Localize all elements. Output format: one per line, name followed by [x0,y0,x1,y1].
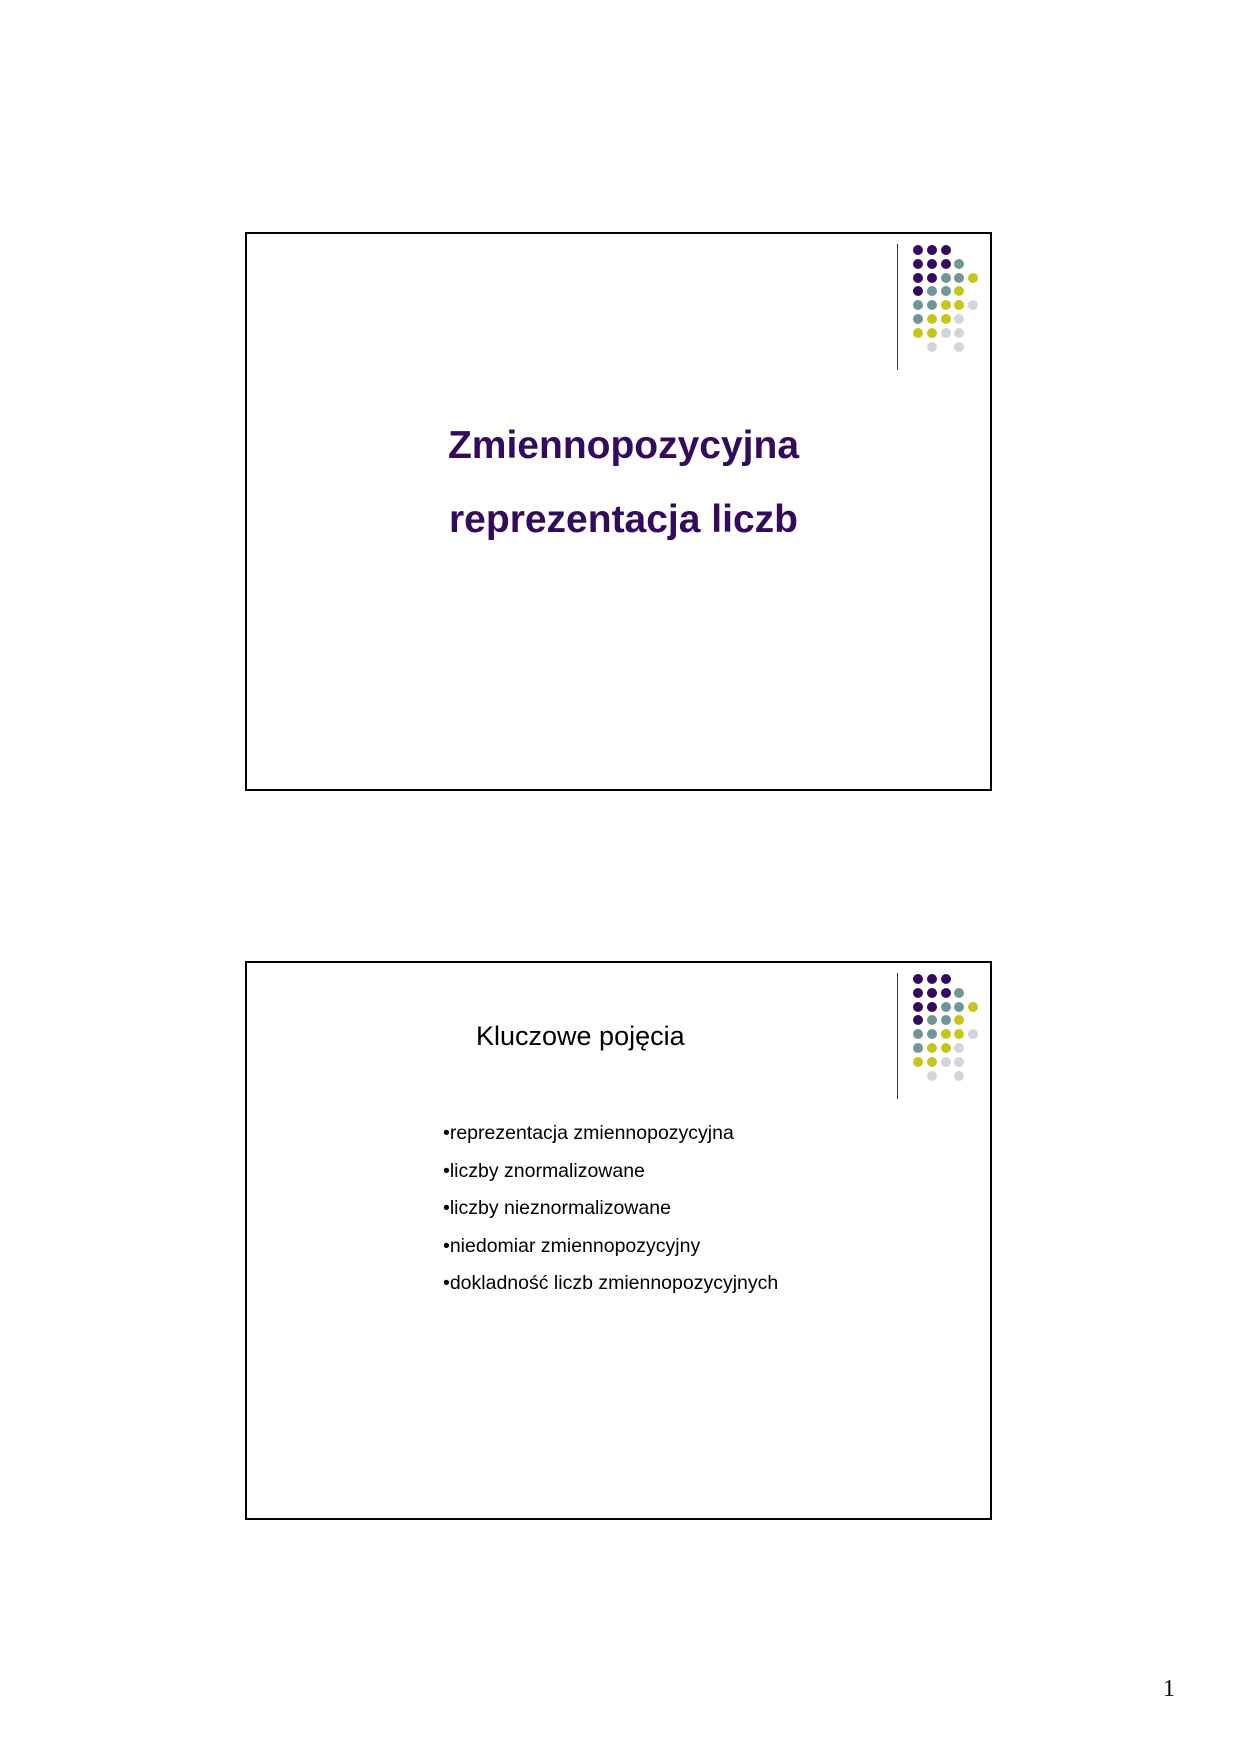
slide-2 [245,961,992,1520]
bullet-item: • reprezentacja zmiennopozycyjna [443,1115,778,1153]
decorative-dot [954,1002,964,1012]
bullet-item: • dokladność liczb zmiennopozycyjnych [443,1265,778,1303]
decorative-dot [927,1043,937,1053]
decorative-dot [941,974,951,984]
decorative-divider [897,244,898,370]
decorative-dot [968,1029,978,1039]
decorative-dot [954,300,964,310]
decorative-divider [897,973,898,1099]
decorative-dot [954,328,964,338]
decorative-dot [941,300,951,310]
title-line-2: reprezentacja liczb [449,498,798,541]
decorative-dot [941,286,951,296]
decorative-dot [927,259,937,269]
decorative-dot [927,988,937,998]
decorative-dot [954,1015,964,1025]
decorative-dot [913,273,923,283]
bullet-item: • liczby nieznormalizowane [443,1190,778,1228]
decorative-dot [941,1029,951,1039]
decorative-dot [927,1002,937,1012]
decorative-dot [927,1029,937,1039]
decorative-dot [941,259,951,269]
decorative-dot [913,1002,923,1012]
decorative-dot [941,328,951,338]
decorative-dot [941,1057,951,1067]
decorative-dot [954,988,964,998]
decorative-dot [913,1043,923,1053]
decorative-dot [927,342,937,352]
decorative-dot [927,328,937,338]
decorative-dot [927,245,937,255]
decorative-dot [913,974,923,984]
decorative-dot-grid [247,234,992,374]
decorative-dot [954,314,964,324]
decorative-dot [968,1002,978,1012]
decorative-dot [954,342,964,352]
decorative-dot [913,1015,923,1025]
decorative-dot [927,286,937,296]
decorative-dot [927,1057,937,1067]
decorative-dot [954,1043,964,1053]
decorative-dot [954,286,964,296]
decorative-dot [913,286,923,296]
bullet-item: • liczby znormalizowane [443,1153,778,1191]
decorative-dot [913,259,923,269]
decorative-dot [927,974,937,984]
bullet-item: • niedomiar zmiennopozycyjny [443,1228,778,1266]
decorative-dot [954,259,964,269]
decorative-dot [941,245,951,255]
slide-1 [245,232,992,791]
decorative-dot [968,273,978,283]
decorative-dot [913,300,923,310]
decorative-dot [954,1029,964,1039]
decorative-dot [927,1015,937,1025]
decorative-dot [954,1057,964,1067]
decorative-dot [968,300,978,310]
decorative-dot [941,988,951,998]
decorative-dot [927,273,937,283]
decorative-dot [913,1029,923,1039]
decorative-dot [941,314,951,324]
decorative-dot [941,1043,951,1053]
decorative-dot [913,1057,923,1067]
decorative-dot [941,1015,951,1025]
decorative-dot [941,1002,951,1012]
slide-title: Kluczowe pojęcia [476,1021,685,1051]
decorative-dot [927,1071,937,1081]
decorative-dot [913,245,923,255]
decorative-dot [954,1071,964,1081]
decorative-dot [913,314,923,324]
decorative-dot [941,273,951,283]
title-line-1: Zmiennopozycyjna [447,424,800,467]
bullet-list [443,1115,778,1303]
decorative-dot [927,314,937,324]
slide-title [247,409,990,557]
decorative-dot [927,300,937,310]
decorative-dot [954,273,964,283]
decorative-dot [913,988,923,998]
decorative-dot [913,328,923,338]
page-number: 1 [1163,1676,1175,1702]
